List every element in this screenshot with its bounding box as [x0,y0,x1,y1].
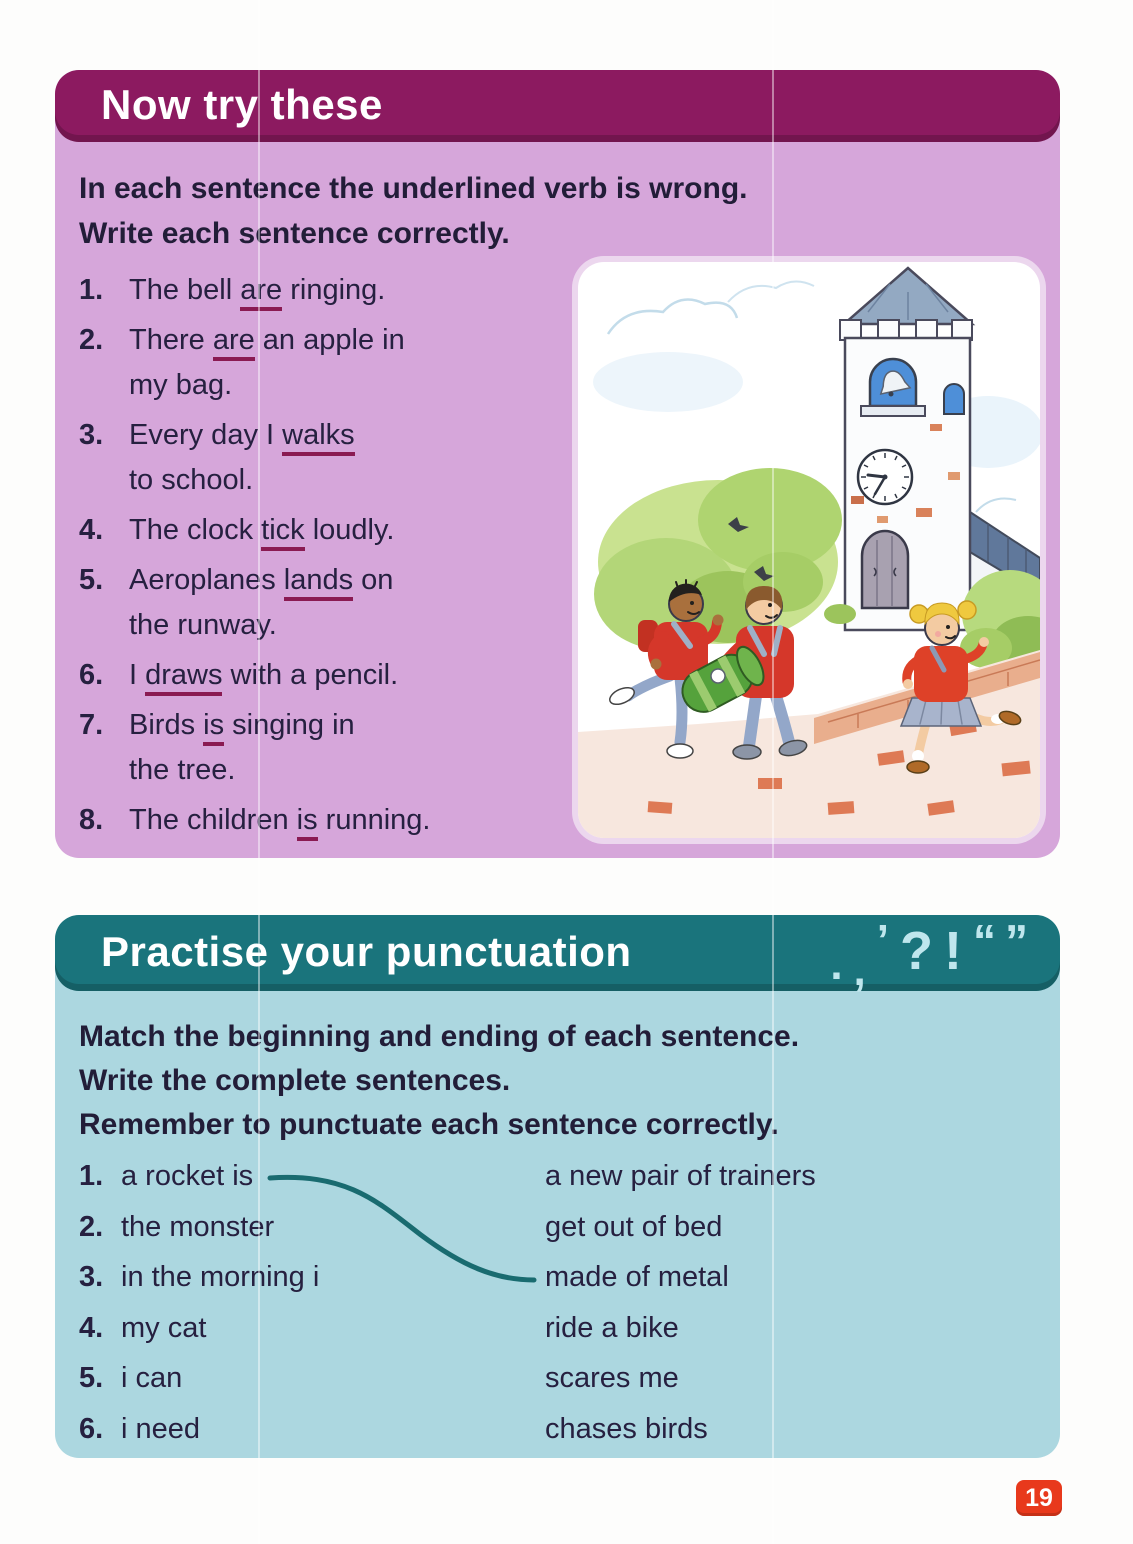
beginning-text: i need [121,1412,201,1445]
scan-crease [258,0,260,1544]
beginning-text: my cat [121,1311,207,1344]
sentence-text: The children [129,804,297,836]
underlined-verb: is [203,709,224,746]
ending-text: chases birds [545,1412,708,1445]
period-mark: . [830,940,843,989]
underlined-verb: are [240,274,282,311]
sentence-text: running. [317,804,431,836]
match-ending-3 [545,1261,1025,1312]
verb-sentence-3 [79,413,559,503]
verb-sentence-8 [79,798,559,843]
verbs-exercise-panel [55,70,1060,858]
verb-sentence-4 [79,508,559,553]
question-mark: ? [900,921,934,981]
match-beginning-3 [79,1261,499,1312]
underlined-verb: tick [261,514,305,551]
match-ending-4 [545,1312,1025,1363]
sentence-beginnings-column [79,1160,499,1463]
beginning-text: a rocket is [121,1160,254,1192]
sentence-text: There [129,324,213,356]
item-number: 3. [79,1261,104,1293]
sentence-text: my bag. [129,369,233,401]
ending-text: get out of bed [545,1210,723,1243]
comma-mark: , [853,946,866,995]
sentence-text: the tree. [129,754,236,786]
sentence-endings-column [545,1160,1025,1463]
sentence-text: the runway. [129,609,277,641]
item-number: 7. [79,709,104,741]
verb-sentence-1 [79,268,559,313]
item-number: 6. [79,659,104,691]
match-beginning-2 [79,1211,499,1262]
sentence-text: Birds [129,709,204,741]
sentence-text: an apple in [254,324,405,356]
item-number: 5. [79,1362,104,1394]
sentence-text: I [129,659,146,691]
exercise-instructions [79,166,859,256]
item-number: 5. [79,564,104,596]
item-number: 3. [79,419,104,451]
underlined-verb: lands [284,564,353,601]
clock-tower-illustration [578,262,1040,838]
section-title: Now try these [101,81,383,128]
instruction-line: Remember to punctuate each sentence correctly. [79,1108,779,1141]
match-ending-6 [545,1413,1025,1464]
instruction-line: Write the complete sentences. [79,1064,511,1097]
sentence-text: loudly. [304,514,395,546]
verb-sentence-6 [79,653,559,698]
sentence-text: on [353,564,394,596]
scan-crease [772,0,774,1544]
verb-sentences-list [79,268,559,848]
match-ending-1 [545,1160,1025,1211]
exclamation-mark: ! [944,921,962,981]
sentence-text: Aeroplanes [129,564,284,596]
ending-text: made of metal [545,1261,729,1293]
match-ending-2 [545,1211,1025,1262]
match-beginning-1 [79,1160,499,1211]
ending-text: scares me [545,1362,679,1394]
matching-exercise [55,915,1060,1458]
underlined-verb: walks [282,419,355,456]
ending-text: ride a bike [545,1311,679,1344]
underlined-verb: is [297,804,318,841]
verb-sentence-2 [79,318,559,408]
verb-sentence-5 [79,558,559,648]
apostrophe-mark: ’ [876,916,890,965]
open-quote-mark: “ [973,915,994,967]
verb-sentence-7 [79,703,559,793]
item-number: 6. [79,1412,104,1445]
item-number: 1. [79,1160,104,1192]
match-ending-5 [545,1362,1025,1413]
item-number: 8. [79,804,104,836]
beginning-text: i can [121,1362,183,1394]
sentence-text: Every day I [129,419,283,451]
punctuation-exercise-panel [55,915,1060,1458]
sentence-text: to school. [129,464,254,496]
match-beginning-6 [79,1413,499,1464]
item-number: 1. [79,274,104,306]
close-quote-mark: ” [1005,915,1026,967]
item-number: 4. [79,514,104,546]
beginning-text: the monster [121,1210,275,1243]
item-number: 2. [79,324,104,356]
section-title: Practise your punctuation [101,928,632,975]
underlined-verb: are [213,324,255,361]
item-number: 4. [79,1311,104,1344]
sentence-text: The bell [129,274,241,306]
underlined-verb: draws [145,659,222,696]
instruction-line: Write each sentence correctly. [79,217,510,250]
sentence-text: with a pencil. [222,659,399,691]
sentence-text: ringing. [282,274,386,306]
sentence-text: singing in [224,709,355,741]
match-beginning-4 [79,1312,499,1363]
match-beginning-5 [79,1362,499,1413]
instruction-line: In each sentence the underlined verb is wrong. [79,172,748,205]
instruction-line: Match the beginning and ending of each sentence. [79,1020,800,1053]
page-number-badge: 19 [1016,1480,1062,1516]
clock-tower-illustration-svg [578,262,1040,838]
beginning-text: in the morning i [121,1261,320,1293]
section-header-now-try-these [55,70,1060,142]
ending-text: a new pair of trainers [545,1160,816,1192]
sentence-text: The clock [129,514,262,546]
item-number: 2. [79,1210,104,1243]
